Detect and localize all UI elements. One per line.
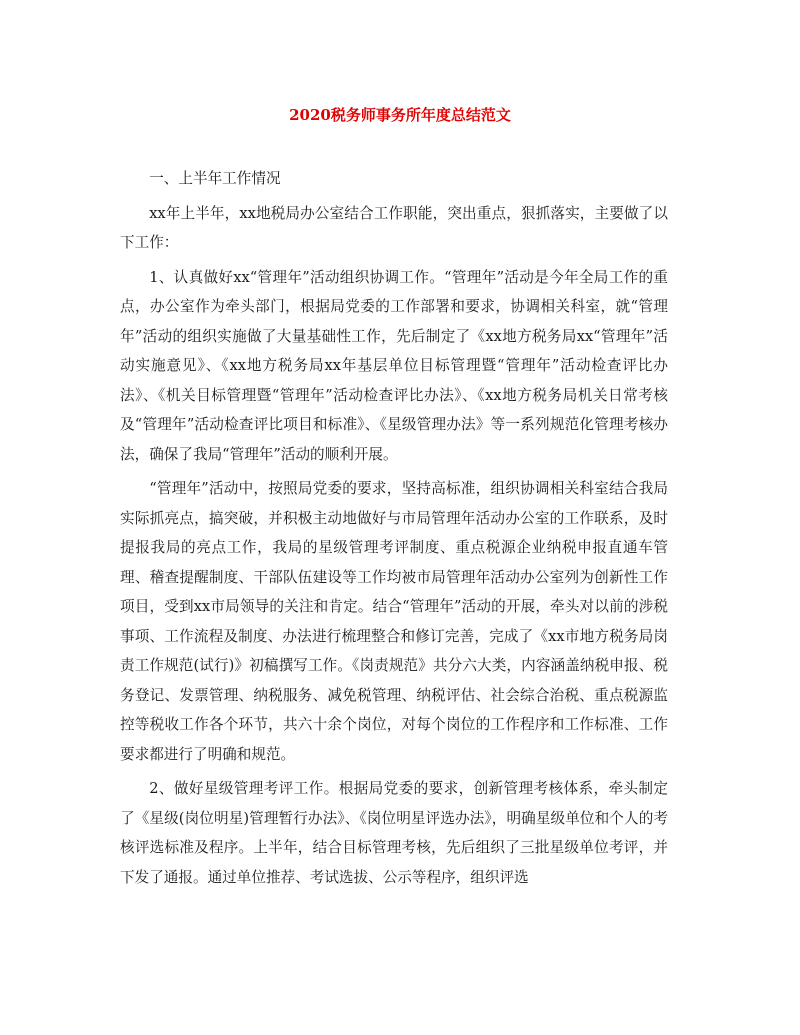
paragraph-star-evaluation: 2、做好星级管理考评工作。根据局党委的要求，创新管理考核体系，牵头制定了《星级(岗位明星)管理暂行办法》、《岗位明星评选办法》，明确星级单位和个人的考核评选标准及程序。上半年，结合目标管理考核，先后组织了三批星级单位考评，并下发了通报。通过单位推荐、考试选拔、公示等程序，组织评选 (120, 780, 668, 886)
document-body (120, 164, 668, 897)
section-heading: 一、上半年工作情况 (149, 170, 281, 187)
paragraph-intro: xx年上半年，xx地税局办公室结合工作职能，突出重点，狠抓落实，主要做了以下工作： (120, 204, 668, 251)
document-title: 2020税务师事务所年度总结范文 (289, 106, 511, 124)
paragraph-management-year: 1、认真做好xx“管理年”活动组织协调工作。“管理年”活动是今年全局工作的重点，办公室作为牵头部门，根据局党委的工作部署和要求，协调相关科室，就“管理年”活动的组织实施做了大量基础性工作，先后制定了《xx地方税务局xx“管理年”活动实施意见》、《xx地方税务局xx年基层单位目标管理暨“管理年”活动检查评比办法》、《机关目标管理暨“管理年”活动检查评比办法》、《xx地方税务局机关日常考核及“管理年”活动检查评比项目和标准》、《星级管理办法》等一系列规范化管理考核办法，确保了我局“管理年”活动的顺利开展。 (120, 268, 668, 463)
paragraph-management-year-activities: “管理年”活动中，按照局党委的要求，坚持高标准，组织协调相关科室结合我局实际抓亮点，搞突破，并积极主动地做好与市局管理年活动办公室的工作联系，及时提报我局的亮点工作，我局的星级管理考评制度、重点税源企业纳税申报直通车管理、稽查提醒制度、干部队伍建设等工作均被市局管理年活动办公室列为创新性工作项目，受到xx市局领导的关注和肯定。结合“管理年”活动的开展，牵头对以前的涉税事项、工作流程及制度、办法进行梳理整合和修订完善，完成了《xx市地方税务局岗责工作规范(试行)》初稿撰写工作。《岗责规范》共分六大类，内容涵盖纳税申报、税务登记、发票管理、纳税服务、减免税管理、纳税评估、社会综合治税、重点税源监控等税收工作各个环节，共六十余个岗位，对每个岗位的工作程序和工作标准、工作要求都进行了明确和规范。 (120, 480, 668, 763)
